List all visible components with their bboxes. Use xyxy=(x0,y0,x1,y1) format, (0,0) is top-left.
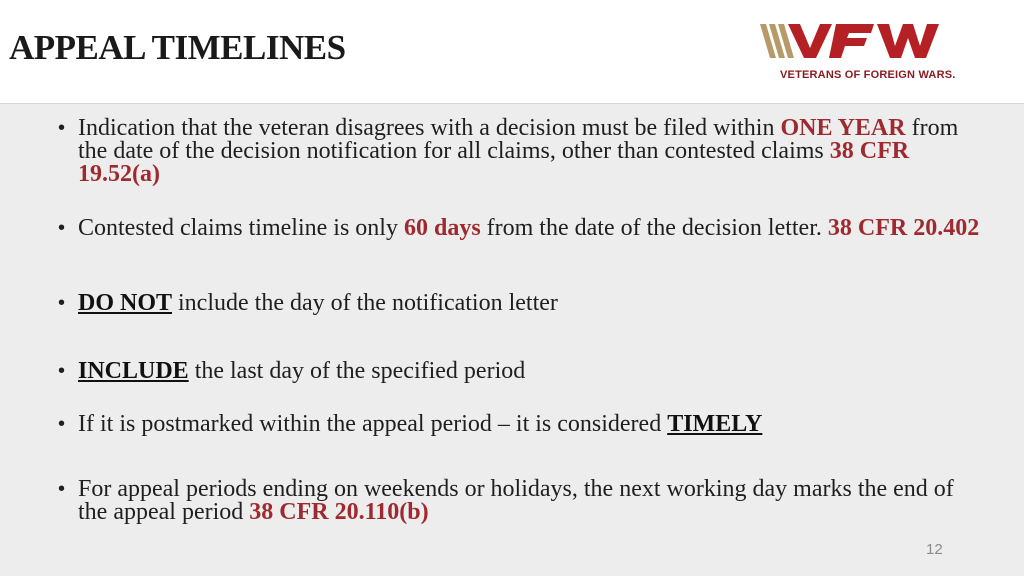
vfw-logo-subtitle: VETERANS OF FOREIGN WARS. xyxy=(780,69,956,81)
bullet-emphasis: TIMELY xyxy=(667,411,763,437)
bullet-item xyxy=(56,413,983,436)
vfw-logo-mark xyxy=(760,22,982,66)
bullet-dot-icon: • xyxy=(58,217,66,239)
bullet-item xyxy=(56,217,983,240)
bullet-text: For appeal periods ending on weekends or holidays, the next working day marks the end of the appeal period xyxy=(78,476,954,525)
vfw-logo xyxy=(760,22,982,86)
slide-header xyxy=(0,0,1024,104)
regulation-citation: 38 CFR 19.52(a) xyxy=(78,138,910,187)
bullet-text: If it is postmarked within the appeal period – it is considered xyxy=(78,411,668,437)
bullet-item xyxy=(56,292,983,315)
page-number: 12 xyxy=(926,541,943,558)
bullet-dot-icon: • xyxy=(58,413,66,435)
bullet-dot-icon: • xyxy=(58,117,66,139)
bullet-emphasis: ONE YEAR xyxy=(780,115,906,141)
regulation-citation: 38 CFR 20.110(b) xyxy=(249,499,429,525)
bullet-text: the last day of the specified period xyxy=(188,358,526,384)
bullet-dot-icon: • xyxy=(58,292,66,314)
bullet-dot-icon: • xyxy=(58,478,66,500)
bullet-dot-icon: • xyxy=(58,360,66,382)
bullet-text: Indication that the veteran disagrees with a decision must be filed within xyxy=(78,115,781,141)
bullet-emphasis: DO NOT xyxy=(78,290,173,316)
regulation-citation: 38 CFR 20.402 xyxy=(827,215,980,241)
bullet-text: Contested claims timeline is only xyxy=(78,215,404,241)
bullet-emphasis: INCLUDE xyxy=(78,358,189,384)
bullet-emphasis: 60 days xyxy=(403,215,481,241)
bullet-text: from the date of the decision letter. xyxy=(480,215,828,241)
slide-title: APPEAL TIMELINES xyxy=(9,28,346,67)
bullet-item xyxy=(56,478,983,524)
bullet-item xyxy=(56,117,983,186)
bullet-text: include the day of the notification letter xyxy=(172,290,558,316)
bullet-text: from the date of the decision notification for all claims, other than contested claims xyxy=(78,115,959,164)
bullet-item xyxy=(56,360,983,383)
